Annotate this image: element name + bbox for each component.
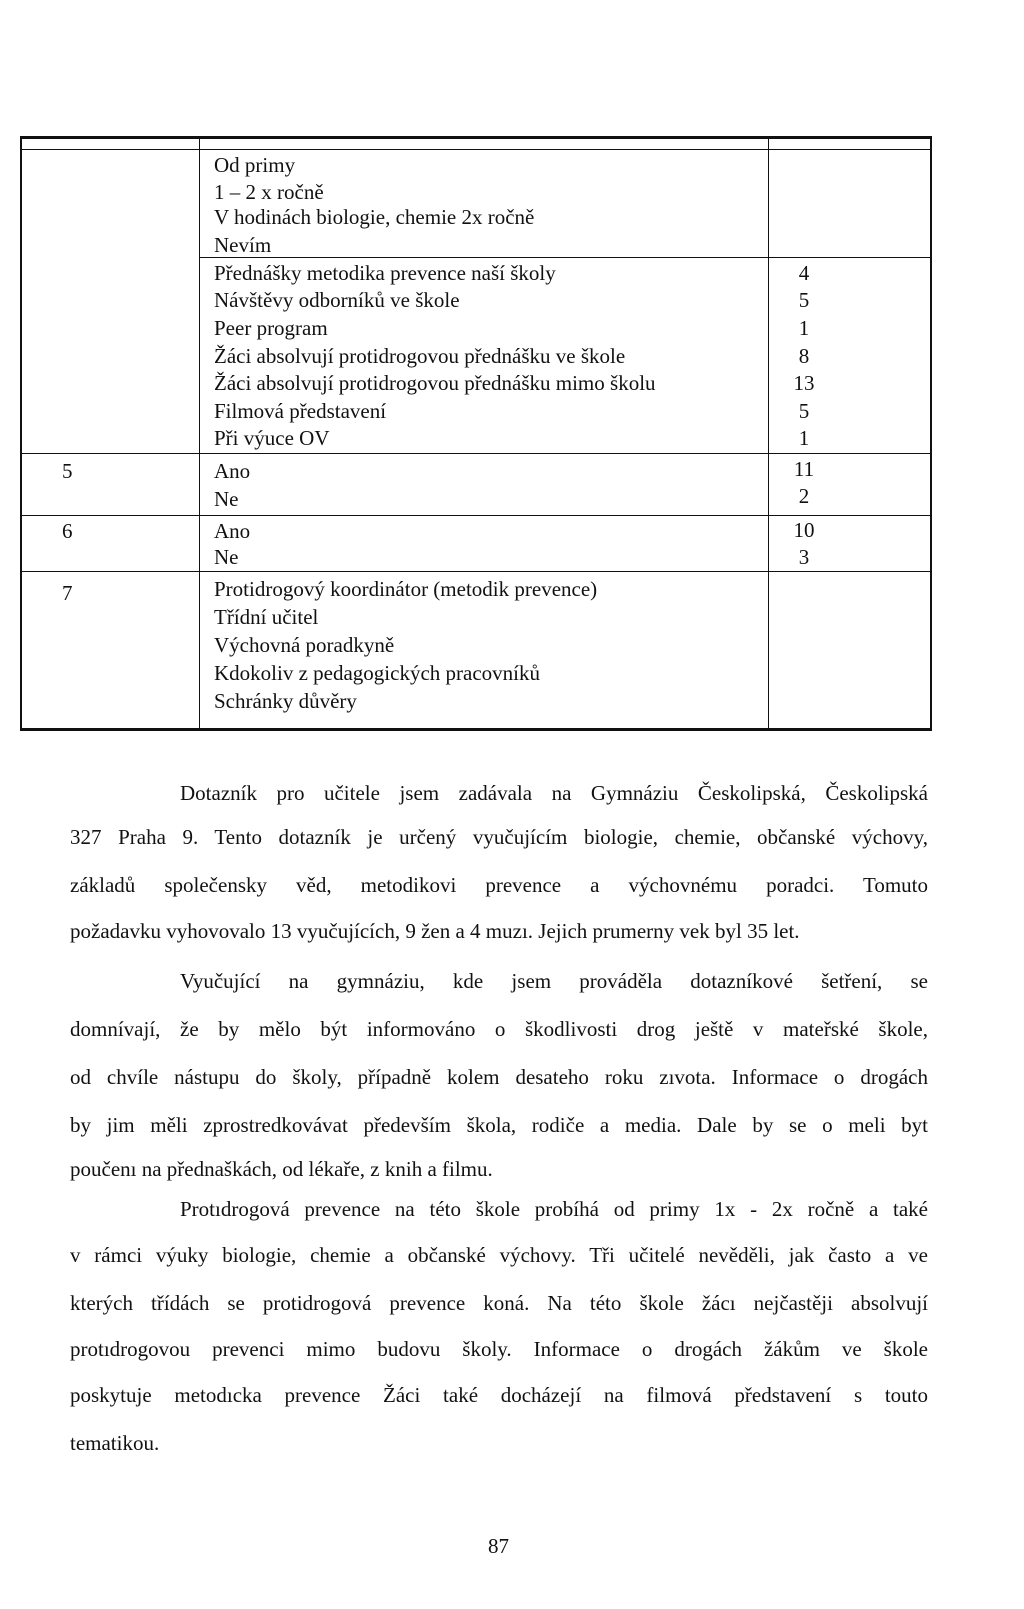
table-cell-line: Protidrogový koordinátor (metodik prevence) — [214, 577, 598, 601]
table-count: 5 — [798, 288, 810, 312]
table-count: 11 — [793, 457, 815, 481]
paragraph-line: protıdrogovou prevenci mimo budovu školy. Informace o drogách žákům ve škole — [70, 1337, 928, 1361]
table-cell-line: Od primy — [214, 153, 296, 177]
paragraph-line: základů společensky věd, metodikovi prevence a výchovnému poradci. Tomuto — [70, 873, 928, 897]
table-count: 5 — [798, 399, 810, 423]
table-cell-line: Žáci absolvují protidrogovou přednášku mimo školu — [214, 371, 656, 395]
survey-table — [20, 136, 932, 731]
table-cell-line: 1 – 2 x ročně — [214, 180, 324, 204]
page-number: 87 — [488, 1534, 509, 1558]
table-count: 8 — [798, 344, 810, 368]
table-cell-line: Návštěvy odborníků ve škole — [214, 288, 460, 312]
paragraph-line: Protıdrogová prevence na této škole probíhá od primy 1x - 2x ročně a také — [180, 1197, 928, 1221]
paragraph-line: 327 Praha 9. Tento dotazník je určený vyučujícím biologie, chemie, občanské výchovy, — [70, 825, 928, 849]
table-cell-line: Žáci absolvují protidrogovou přednášku ve škole — [214, 344, 626, 368]
paragraph-line: poskytuje metodıcka prevence Žáci také docházejí na filmová představení s touto — [70, 1383, 928, 1407]
paragraph-line: tematikou. — [70, 1431, 160, 1455]
table-cell-line: Ano — [214, 519, 251, 543]
row-divider — [22, 453, 930, 454]
column-divider — [768, 139, 769, 728]
row-divider — [199, 257, 930, 258]
paragraph-line: Dotazník pro učitele jsem zadávala na Gymnáziu Českolipská, Českolipská — [180, 781, 928, 805]
table-cell-line: Přednášky metodika prevence naší školy — [214, 261, 556, 285]
table-cell-line: Nevím — [214, 233, 272, 257]
paragraph-line: poučenı na přednaškách, od lékaře, z knih a filmu. — [70, 1157, 493, 1181]
table-cell-line: Kdokoliv z pedagogických pracovníků — [214, 661, 540, 685]
table-cell-line: Peer program — [214, 316, 328, 340]
table-cell-line: V hodinách biologie, chemie 2x ročně — [214, 205, 535, 229]
table-count: 1 — [798, 426, 810, 450]
column-divider — [199, 139, 200, 728]
table-cell-line: Schránky důvěry — [214, 689, 357, 713]
paragraph-line: v rámci výuky biologie, chemie a občanské výchovy. Tři učitelé nevěděli, jak často a ve — [70, 1243, 928, 1267]
table-count: 4 — [798, 261, 810, 285]
paragraph-line: od chvíle nástupu do školy, případně kolem desateho roku zıvota. Informace o drogách — [70, 1065, 928, 1089]
table-count: 3 — [798, 545, 810, 569]
table-count: 13 — [793, 371, 815, 395]
table-cell-line: Filmová představení — [214, 399, 387, 423]
row-number: 5 — [62, 459, 73, 483]
row-number: 6 — [62, 519, 73, 543]
table-cell-line: Ne — [214, 545, 239, 569]
table-count: 10 — [793, 518, 815, 542]
table-count: 1 — [798, 316, 810, 340]
table-cell-line: Ne — [214, 487, 239, 511]
table-count: 2 — [798, 484, 810, 508]
row-divider — [22, 149, 930, 150]
table-cell-line: Výchovná poradkyně — [214, 633, 395, 657]
paragraph-line: Vyučující na gymnáziu, kde jsem prováděla dotazníkové šetření, se — [180, 969, 928, 993]
paragraph-line: požadavku vyhovovalo 13 vyučujících, 9 žen a 4 muzı. Jejich prumerny vek byl 35 let. — [70, 919, 800, 943]
table-cell-line: Při výuce OV — [214, 426, 330, 450]
paragraph-line: by jim měli zprostredkovávat především škola, rodiče a media. Dale by se o meli byt — [70, 1113, 928, 1137]
table-cell-line: Třídní učitel — [214, 605, 319, 629]
paragraph-line: domnívají, že by mělo být informováno o škodlivosti drog ještě v mateřské škole, — [70, 1017, 928, 1041]
table-cell-line: Ano — [214, 459, 251, 483]
row-number: 7 — [62, 581, 73, 605]
paragraph-line: kterých třídách se protidrogová prevence koná. Na této škole žácı nejčastěji absolvují — [70, 1291, 928, 1315]
